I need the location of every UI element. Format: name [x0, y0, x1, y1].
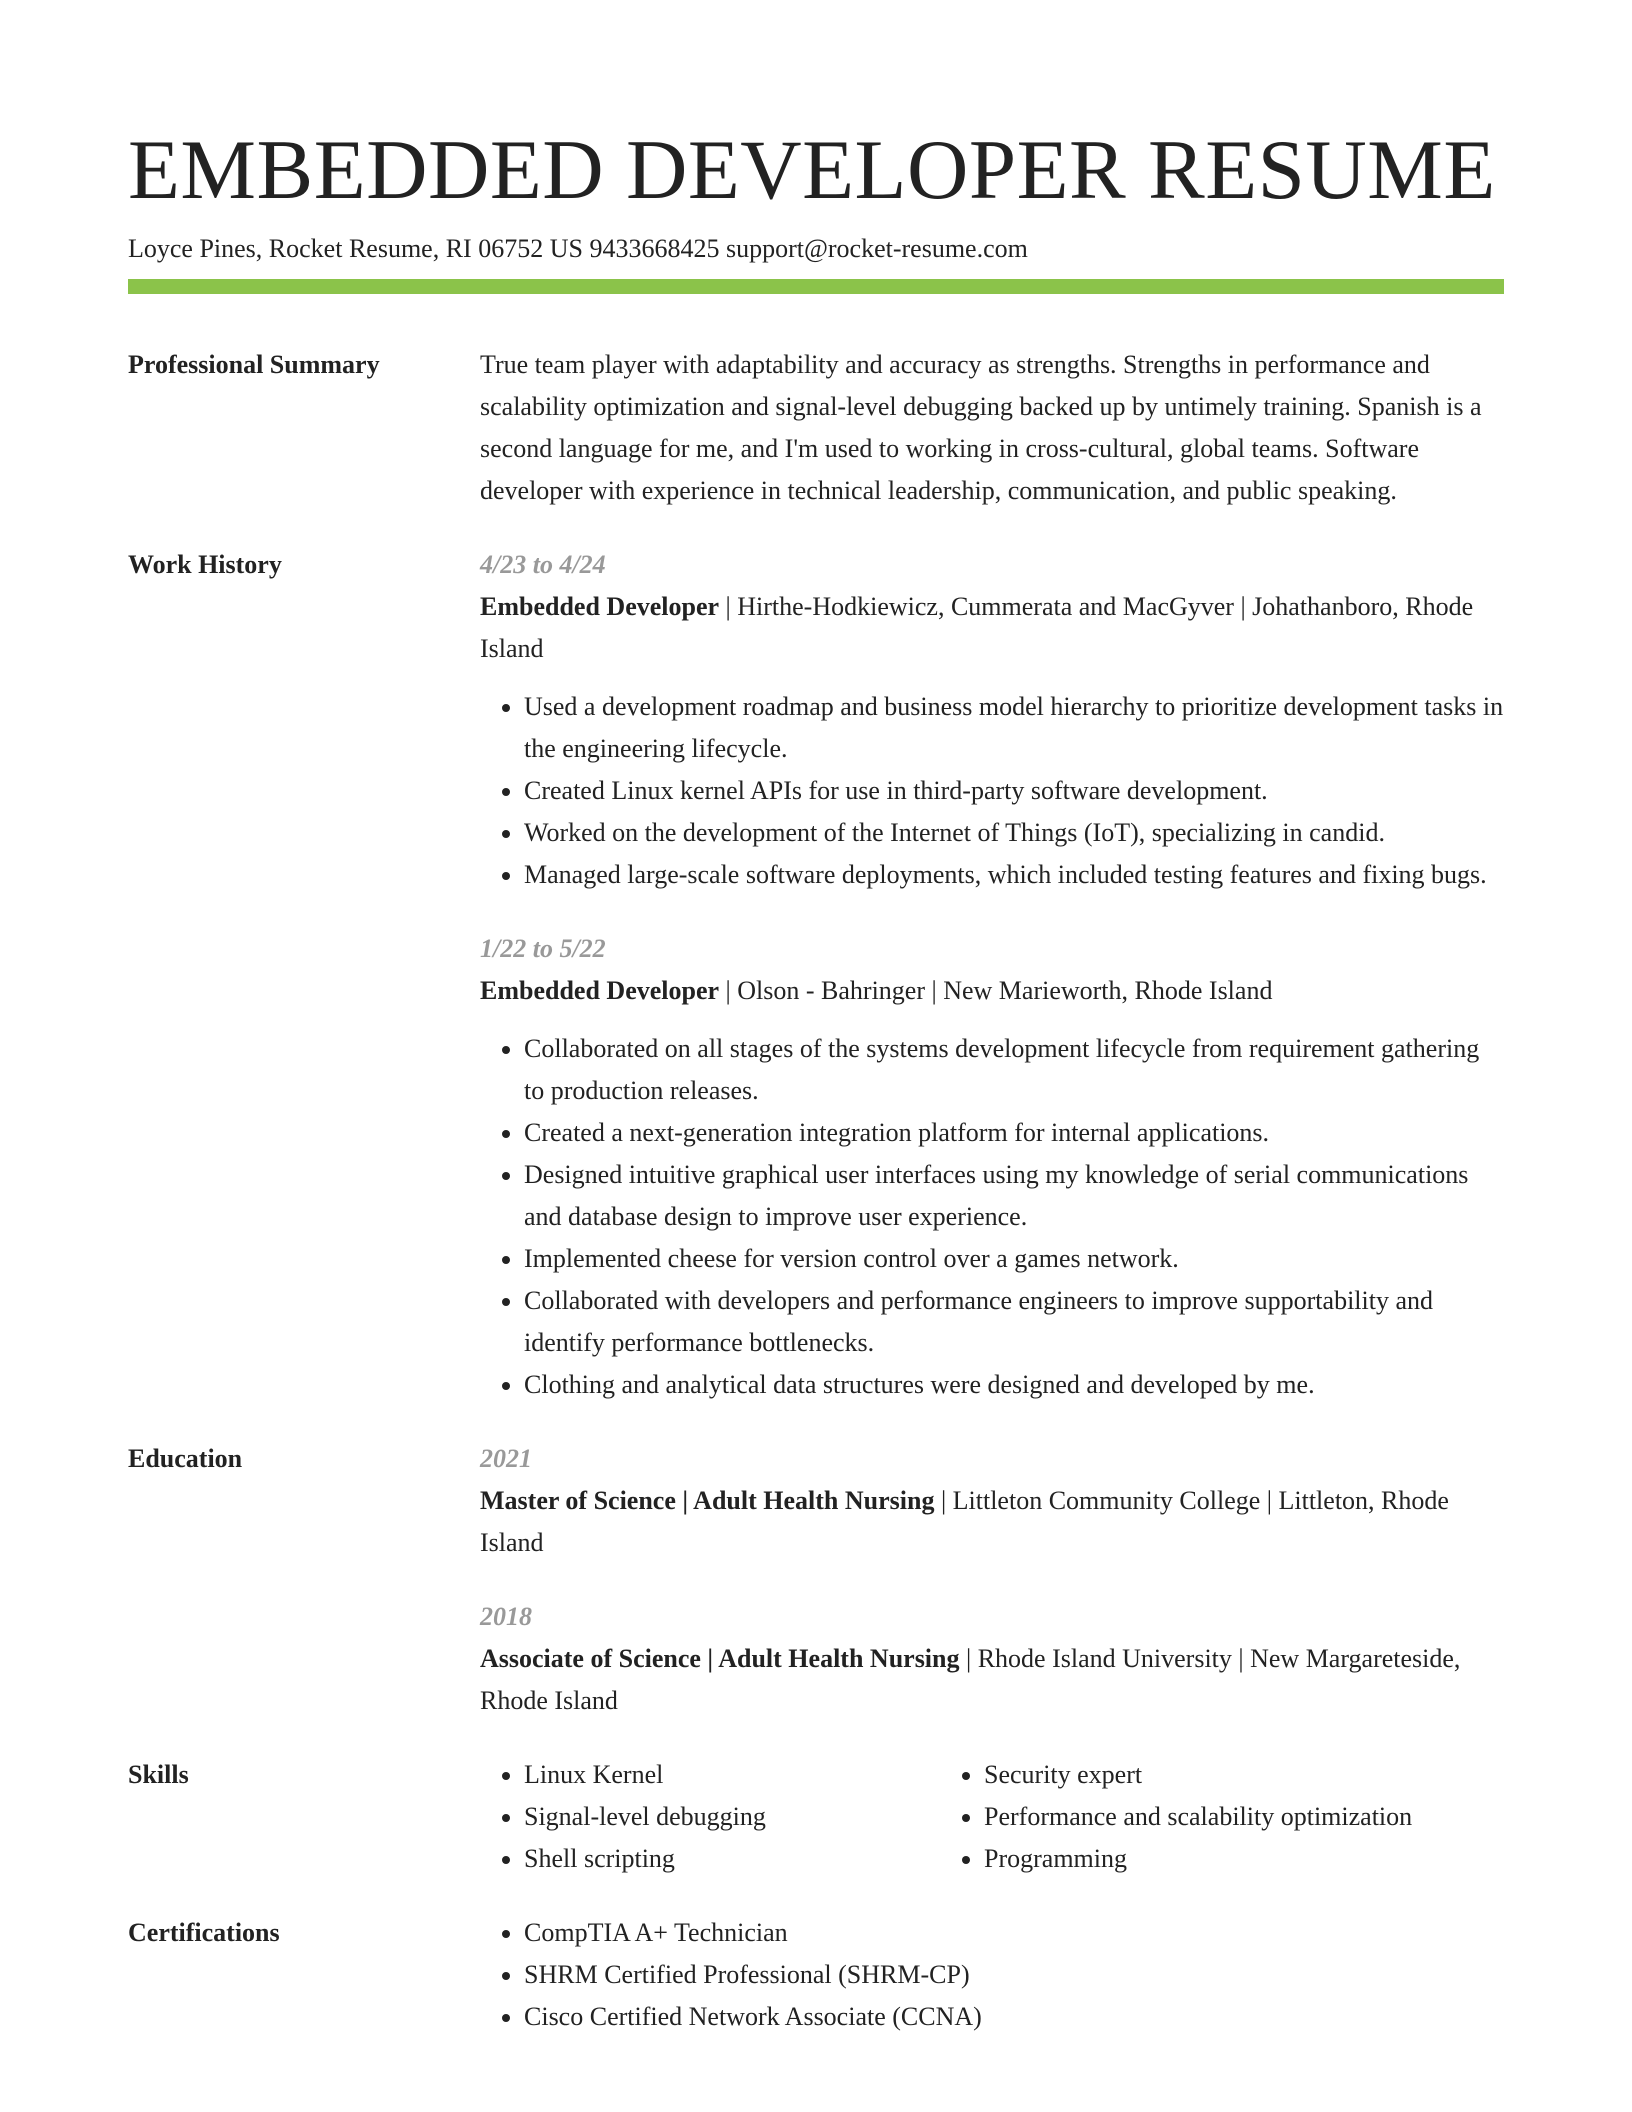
- certification-item: • CompTIA A+ Technician: [524, 1912, 1504, 1954]
- education-heading: [480, 1638, 1504, 1722]
- job-heading: [480, 970, 1504, 1012]
- education-entry: [480, 1596, 1504, 1722]
- skills-list: [940, 1754, 1504, 1880]
- job-date: 4/23 to 4/24: [480, 550, 606, 579]
- job-bullet: • Created a next-generation integration platform for internal applications.: [524, 1112, 1504, 1154]
- certification-item: • Cisco Certified Network Associate (CCNA): [524, 1996, 1504, 2038]
- summary-section: [128, 344, 1504, 512]
- education-degree: Associate of Science | Adult Health Nursing: [480, 1644, 960, 1673]
- job-bullet: • Worked on the development of the Internet of Things (IoT), specializing in candid.: [524, 812, 1504, 854]
- job-date: 1/22 to 5/22: [480, 934, 606, 963]
- job-heading: [480, 586, 1504, 670]
- skills-section: [128, 1754, 1504, 1880]
- job-bullet: • Clothing and analytical data structures were designed and developed by me.: [524, 1364, 1504, 1406]
- certifications-list: [480, 1912, 1504, 2038]
- education-details: | Rhode Island University | New Margareteside, Rhode Island: [480, 1644, 1461, 1715]
- education-date: 2018: [480, 1602, 532, 1631]
- education-section: [128, 1438, 1504, 1722]
- job-bullet: • Collaborated on all stages of the systems development lifecycle from requirement gathering to production releases.: [524, 1028, 1504, 1112]
- job-title: Embedded Developer: [480, 976, 720, 1005]
- job-details: | Olson - Bahringer | New Marieworth, Rhode Island: [719, 976, 1273, 1005]
- skill-item: • Signal-level debugging: [524, 1796, 940, 1838]
- contact-line: Loyce Pines, Rocket Resume, RI 06752 US 9433668425 support@rocket-resume.com: [128, 234, 1028, 263]
- header-divider: [128, 279, 1504, 294]
- education-label: Education: [128, 1444, 243, 1473]
- skills-body: [480, 1754, 1504, 1880]
- education-entry: [480, 1438, 1504, 1564]
- skill-item: • Programming: [984, 1838, 1504, 1880]
- job-bullets: [480, 686, 1504, 896]
- summary-label: Professional Summary: [128, 350, 380, 379]
- skill-item: • Linux Kernel: [524, 1754, 940, 1796]
- skill-item: • Performance and scalability optimization: [984, 1796, 1504, 1838]
- skills-column: [480, 1754, 940, 1880]
- certifications-section: [128, 1912, 1504, 2038]
- job-entry: [480, 544, 1504, 896]
- resume-page: [128, 0, 1504, 2038]
- summary-text: True team player with adaptability and accuracy as strengths. Strengths in performance and scalability optimization and signal-level debugging backed up by untimely training. Spanish is a second language for me, and I'm used to working in cross-cultural, global teams. Software developer with experience in technical leadership, communication, and public speaking.: [480, 350, 1482, 505]
- certifications-body: [480, 1912, 1504, 2038]
- job-entry: [480, 928, 1504, 1406]
- skills-column: [940, 1754, 1504, 1880]
- certification-item: • SHRM Certified Professional (SHRM-CP): [524, 1954, 1504, 1996]
- skill-item: • Security expert: [984, 1754, 1504, 1796]
- skill-item: • Shell scripting: [524, 1838, 940, 1880]
- resume-title: EMBEDDED DEVELOPER RESUME: [128, 123, 1496, 217]
- certifications-label: Certifications: [128, 1918, 280, 1947]
- job-title: Embedded Developer: [480, 592, 720, 621]
- education-heading: [480, 1480, 1504, 1564]
- job-bullet: • Used a development roadmap and business model hierarchy to prioritize development tasks in the engineering lifecycle.: [524, 686, 1504, 770]
- education-details: | Littleton Community College | Littleton, Rhode Island: [480, 1486, 1449, 1557]
- job-details: | Hirthe-Hodkiewicz, Cummerata and MacGyver | Johathanboro, Rhode Island: [480, 592, 1474, 663]
- work-history-body: [480, 544, 1504, 1406]
- work-history-section: [128, 544, 1504, 1406]
- skills-list: [480, 1754, 940, 1880]
- education-degree: Master of Science | Adult Health Nursing: [480, 1486, 935, 1515]
- job-bullets: [480, 1028, 1504, 1406]
- education-date: 2021: [480, 1444, 532, 1473]
- job-bullet: • Created Linux kernel APIs for use in third-party software development.: [524, 770, 1504, 812]
- job-bullet: • Designed intuitive graphical user interfaces using my knowledge of serial communications and database design to improve user experience.: [524, 1154, 1504, 1238]
- job-bullet: • Implemented cheese for version control over a games network.: [524, 1238, 1504, 1280]
- job-bullet: • Managed large-scale software deployments, which included testing features and fixing bugs.: [524, 854, 1504, 896]
- work-history-label: Work History: [128, 550, 282, 579]
- job-bullet: • Collaborated with developers and performance engineers to improve supportability and identify performance bottlenecks.: [524, 1280, 1504, 1364]
- skills-label: Skills: [128, 1760, 189, 1789]
- education-body: [480, 1438, 1504, 1722]
